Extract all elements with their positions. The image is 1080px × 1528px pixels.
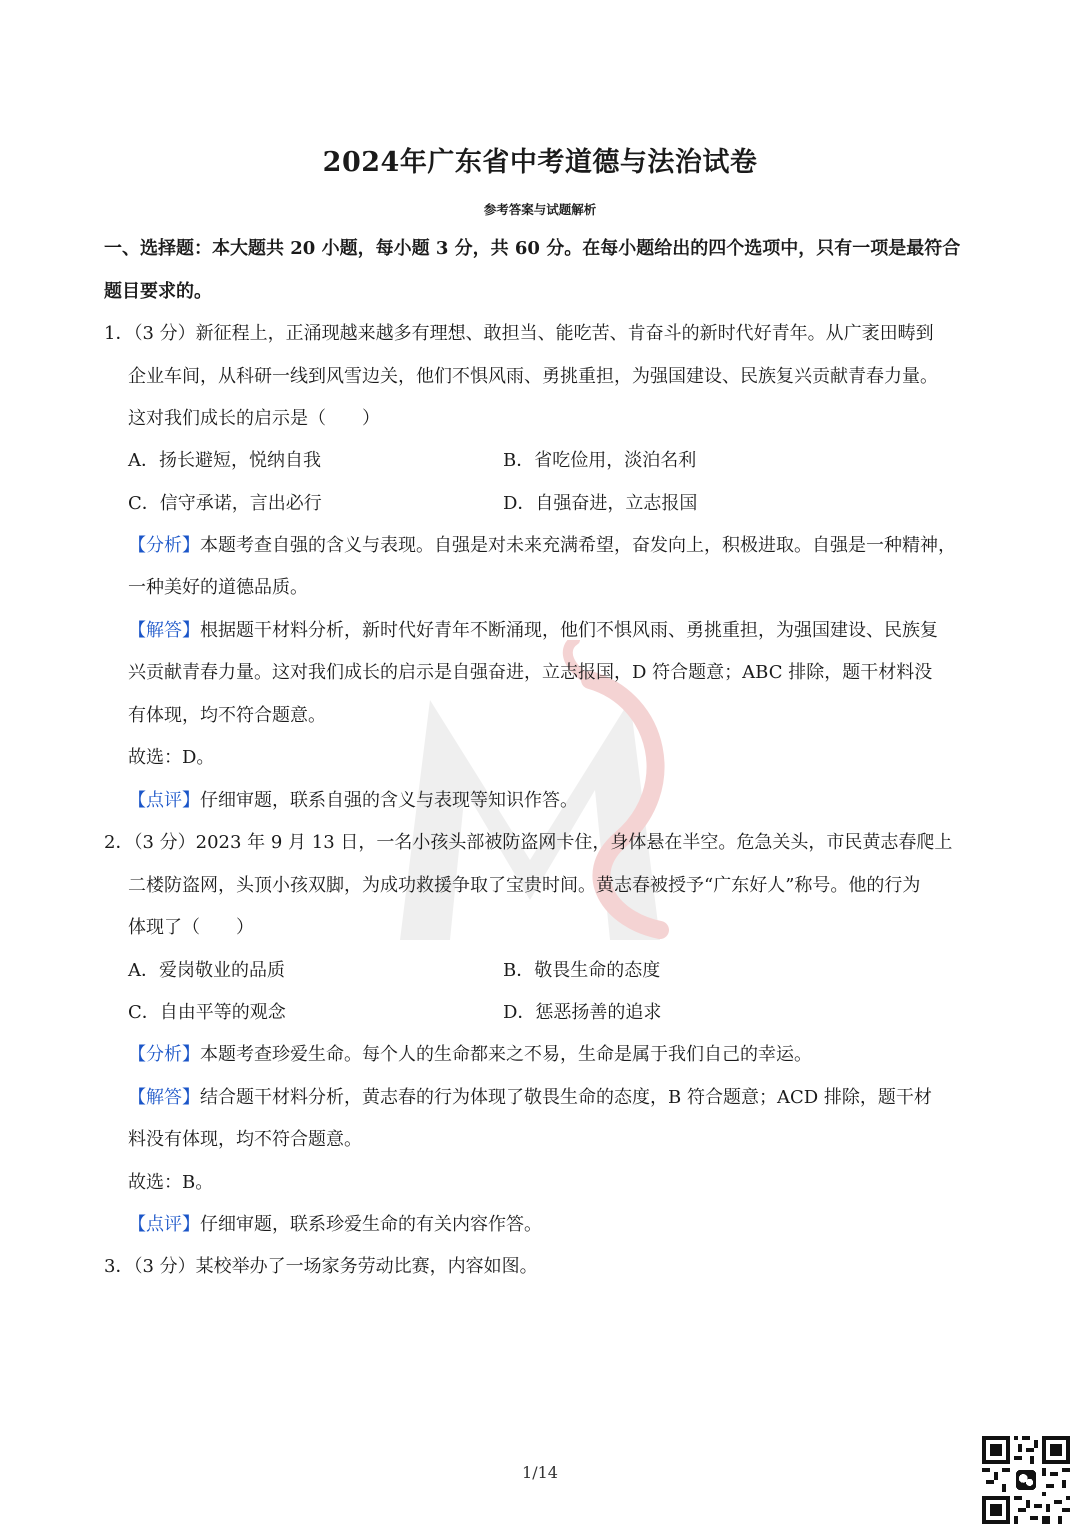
q2-option-a: A．爱岗敬业的品质 (128, 960, 285, 981)
q1-answer-line-1 (128, 622, 938, 640)
section-heading-line-1: 一、选择题：本大题共 20 小题，每小题 3 分，共 60 分。在每小题给出的四个选项中，只有一项是最符合 (104, 238, 961, 259)
q1-stem-line-3: 这对我们成长的启示是（ ） (128, 408, 380, 429)
q1-comment-text: 仔细审题，联系自强的含义与表现等知识作答。 (200, 790, 578, 811)
q1-stem-line-2: 企业车间，从科研一线到风雪边关，他们不惧风雨、勇挑重担，为强国建设、民族复兴贡献青春力量。 (128, 366, 938, 387)
page-number: 1/14 (522, 1463, 558, 1482)
q1-analysis-tag: 【分析】 (128, 535, 200, 556)
q1-comment-line (128, 792, 578, 810)
qr-code-icon (978, 1432, 1074, 1528)
q1-answer-line-2: 兴贡献青春力量。这对我们成长的启示是自强奋进，立志报国，D 符合题意；ABC 排除，题干材料没 (128, 662, 933, 683)
q2-stem-line-2: 二楼防盗网，头顶小孩双脚，为成功救援争取了宝贵时间。黄志春被授予“广东好人”称号。他的行为 (128, 875, 921, 896)
q2-analysis-line-1 (128, 1046, 812, 1064)
q2-comment-tag: 【点评】 (128, 1214, 200, 1235)
q1-answer-text: 根据题干材料分析，新时代好青年不断涌现，他们不惧风雨、勇挑重担，为强国建设、民族复 (200, 620, 938, 641)
q2-stem-line-3: 体现了（ ） (128, 917, 254, 938)
q3-stem-line-1: 3．（3 分）某校举办了一场家务劳动比赛，内容如图。 (104, 1256, 538, 1277)
q1-answer-line-3: 有体现，均不符合题意。 (128, 705, 326, 726)
q2-comment-line (128, 1216, 542, 1234)
q1-comment-tag: 【点评】 (128, 790, 200, 811)
q2-answer-text: 结合题干材料分析，黄志春的行为体现了敬畏生命的态度，B 符合题意；ACD 排除，题干材 (200, 1087, 932, 1108)
q2-option-b: B．敬畏生命的态度 (503, 960, 661, 981)
section-heading-line-2: 题目要求的。 (104, 281, 212, 302)
q2-analysis-text: 本题考查珍爱生命。每个人的生命都来之不易，生命是属于我们自己的幸运。 (200, 1044, 812, 1065)
q2-stem-line-1: 2．（3 分）2023 年 9 月 13 日，一名小孩头部被防盗网卡住，身体悬在半空。危急关头，市民黄志春爬上 (104, 832, 953, 853)
q1-choice: 故选：D。 (128, 747, 215, 768)
q2-choice: 故选：B。 (128, 1172, 214, 1193)
q1-stem-line-1: 1．（3 分）新征程上，正涌现越来越多有理想、敢担当、能吃苦、肯奋斗的新时代好青年。从广袤田畴到 (104, 323, 934, 344)
q1-option-c: C．信守承诺，言出必行 (128, 493, 322, 514)
q1-analysis-line-2: 一种美好的道德品质。 (128, 577, 308, 598)
q1-analysis-line-1 (128, 537, 956, 555)
q2-answer-line-2: 料没有体现，均不符合题意。 (128, 1129, 362, 1150)
q2-answer-tag: 【解答】 (128, 1087, 200, 1108)
q2-analysis-tag: 【分析】 (128, 1044, 200, 1065)
q2-comment-text: 仔细审题，联系珍爱生命的有关内容作答。 (200, 1214, 542, 1235)
q1-analysis-text: 本题考查自强的含义与表现。自强是对未来充满希望，奋发向上，积极进取。自强是一种精神， (200, 535, 956, 556)
q2-option-c: C．自由平等的观念 (128, 1002, 286, 1023)
q2-answer-line-1 (128, 1089, 932, 1107)
page-subtitle: 参考答案与试题解析 (483, 202, 597, 217)
q1-answer-tag: 【解答】 (128, 620, 200, 641)
page-title: 2024年广东省中考道德与法治试卷 (322, 147, 758, 178)
q2-option-d: D．惩恶扬善的追求 (503, 1002, 662, 1023)
q1-option-b: B．省吃俭用，淡泊名利 (503, 450, 697, 471)
q1-option-a: A．扬长避短，悦纳自我 (128, 450, 321, 471)
q1-option-d: D．自强奋进，立志报国 (503, 493, 698, 514)
